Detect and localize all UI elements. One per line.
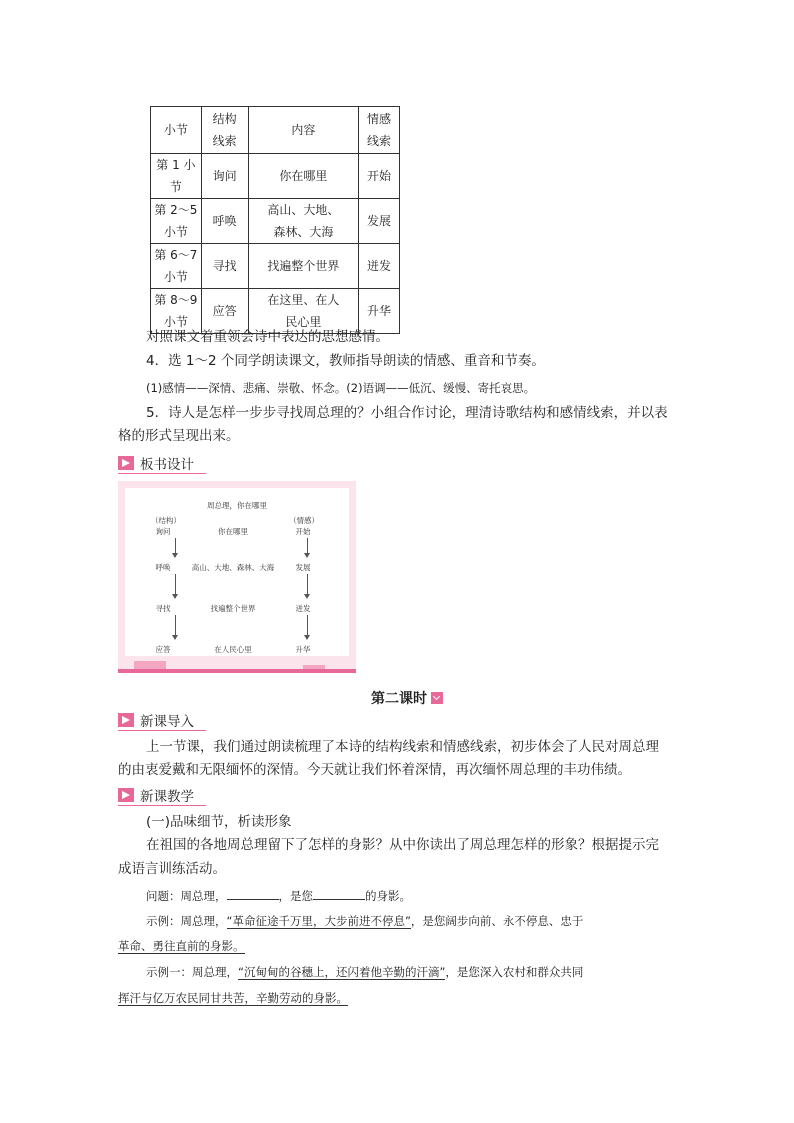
question-line: 问题：周总理， ，是您 的身影。 bbox=[146, 889, 411, 903]
example-one-line: 示例一：周总理，“沉甸甸的谷穗上，还闪着他辛勤的汗滴”，是您深入农村和群众共同 bbox=[146, 965, 584, 979]
section-header-label: 板书设计 bbox=[140, 457, 194, 473]
table-header-row bbox=[151, 107, 400, 154]
board-design bbox=[118, 481, 356, 673]
structure-table bbox=[150, 106, 400, 334]
table-cell: 发展 bbox=[359, 199, 400, 244]
board-item-middle: 高山、大地、森林、大海 bbox=[191, 563, 275, 572]
lesson-two-label: 第二课时 bbox=[371, 691, 427, 707]
paragraph: (1)感情——深情、悲痛、崇敬、怀念。(2)语调——低沉、缓慢、寄托哀思。 bbox=[146, 381, 536, 395]
table-row bbox=[151, 199, 400, 244]
board-item-right: 发展 bbox=[295, 563, 311, 572]
board-item-right: 开始 bbox=[295, 527, 311, 536]
board-item-right: 迸发 bbox=[295, 604, 311, 613]
paragraph: 成语言训练活动。 bbox=[118, 861, 226, 877]
table-header-cell: 小节 bbox=[151, 107, 202, 154]
table-cell: 第 1 小节 bbox=[151, 154, 202, 199]
arrow-right-icon bbox=[118, 456, 134, 470]
board-item-middle: 你在哪里 bbox=[218, 527, 248, 536]
table-cell: 开始 bbox=[359, 154, 400, 199]
section-header-intro bbox=[118, 711, 194, 729]
table-cell: 第 2～5 小节 bbox=[151, 199, 202, 244]
paragraph: 上一节课，我们通过朗读梳理了本诗的结构线索和情感线索，初步体会了人民对周总理 bbox=[146, 739, 659, 755]
table-cell: 找遍整个世界 bbox=[248, 244, 359, 289]
table-cell: 升华 bbox=[359, 289, 400, 334]
board-item-left: 询问 bbox=[155, 527, 171, 536]
lesson-two-title bbox=[371, 688, 443, 708]
section-header-board bbox=[118, 454, 194, 472]
table-row bbox=[151, 154, 400, 199]
section-header-label: 新课教学 bbox=[140, 789, 194, 805]
board-left-label: （结构） bbox=[151, 516, 181, 525]
table-header-cell: 结构 线索 bbox=[201, 107, 248, 154]
paragraph: 4．选 1～2 个同学朗读课文，教师指导朗读的情感、重音和节奏。 bbox=[146, 353, 545, 369]
board-item-middle: 在人民心里 bbox=[214, 645, 252, 654]
section-header-teach bbox=[118, 786, 194, 804]
section-header-label: 新课导入 bbox=[140, 714, 194, 730]
table-cell: 寻找 bbox=[201, 244, 248, 289]
paragraph: 对照课文着重领会诗中表达的思想感情。 bbox=[146, 329, 389, 345]
table-cell: 高山、大地、 森林、大海 bbox=[248, 199, 359, 244]
arrow-right-icon bbox=[118, 788, 134, 802]
table-cell: 询问 bbox=[201, 154, 248, 199]
example-one-line: 挥汗与亿万农民同甘共苦，辛勤劳动的身影。 bbox=[118, 991, 348, 1005]
table-cell: 第 8～9 小节 bbox=[151, 289, 202, 334]
table-row bbox=[151, 244, 400, 289]
table-cell: 在这里、在人 民心里 bbox=[248, 289, 359, 334]
subheading: (一)品味细节，析读形象 bbox=[146, 814, 292, 830]
paragraph: 5．诗人是怎样一步步寻找周总理的？小组合作讨论，理清诗歌结构和感情线索，并以表 bbox=[146, 405, 668, 421]
example-line: 示例：周总理，“革命征途千万里，大步前进不停息”，是您阔步向前、永不停息、忠于 bbox=[146, 914, 584, 928]
chevron-down-icon bbox=[431, 692, 443, 704]
arrow-right-icon bbox=[118, 713, 134, 727]
paragraph: 在祖国的各地周总理留下了怎样的身影？从中你读出了周总理怎样的形象？根据提示完 bbox=[146, 837, 659, 853]
paragraph: 的由衷爱戴和无限缅怀的深情。今天就让我们怀着深情，再次缅怀周总理的丰功伟绩。 bbox=[118, 762, 631, 778]
board-title: 周总理，你在哪里 bbox=[207, 501, 267, 510]
table-cell: 呼唤 bbox=[201, 199, 248, 244]
table-header-cell: 情感 线索 bbox=[359, 107, 400, 154]
paragraph: 格的形式呈现出来。 bbox=[118, 428, 240, 444]
table-cell: 你在哪里 bbox=[248, 154, 359, 199]
table-cell: 迸发 bbox=[359, 244, 400, 289]
board-item-right: 升华 bbox=[295, 645, 311, 654]
table-cell: 第 6～7 小节 bbox=[151, 244, 202, 289]
board-item-left: 寻找 bbox=[155, 604, 171, 613]
board-item-left: 呼唤 bbox=[155, 563, 171, 572]
table-header-cell: 内容 bbox=[248, 107, 359, 154]
example-line: 革命、勇往直前的身影。 bbox=[118, 939, 245, 953]
table-cell: 应答 bbox=[201, 289, 248, 334]
board-item-middle: 找遍整个世界 bbox=[210, 604, 256, 613]
board-right-label: （情感） bbox=[289, 516, 319, 525]
board-item-left: 应答 bbox=[155, 645, 171, 654]
